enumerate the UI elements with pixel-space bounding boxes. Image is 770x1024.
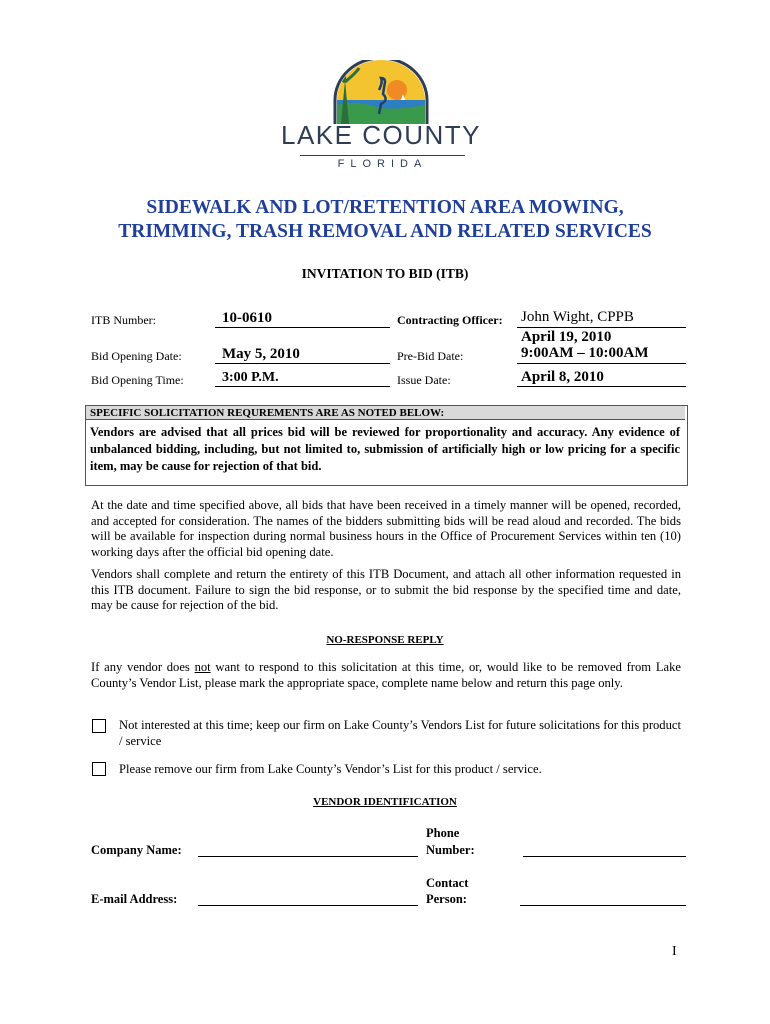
- bid-opening-time-label: Bid Opening Time:: [91, 373, 184, 387]
- contact-label-line-2: Person:: [426, 892, 467, 906]
- county-name: LAKE COUNTY: [281, 120, 481, 150]
- completion-paragraph: Vendors shall complete and return the entirety of this ITB Document, and attach all other information requested in this ITB document. Failure to sign the bid response, or to submit the bid response by the specified time and date, may be cause for rejection of the bid.: [91, 567, 681, 612]
- remove-firm-checkbox[interactable]: [92, 762, 106, 776]
- company-name-field[interactable]: [198, 856, 418, 857]
- email-address-field[interactable]: [198, 905, 418, 906]
- title-line-1: SIDEWALK AND LOT/RETENTION AREA MOWING,: [146, 197, 624, 218]
- document-title: [60, 196, 710, 244]
- pre-bid-date-line: [517, 363, 686, 364]
- contracting-officer-value: John Wight, CPPB: [521, 309, 634, 325]
- intro-not: not: [194, 660, 211, 674]
- vendor-identification-heading: VENDOR IDENTIFICATION: [313, 796, 457, 808]
- bid-opening-time-value: 3:00 P.M.: [222, 370, 279, 385]
- not-interested-label: Not interested at this time; keep our firm on Lake County’s Vendors List for future solicitations for this product / service: [119, 718, 681, 748]
- state-name: FLORIDA: [300, 155, 465, 170]
- contact-label-line-1: Contact: [426, 876, 469, 890]
- title-line-2: TRIMMING, TRASH REMOVAL AND RELATED SERVICES: [118, 221, 652, 242]
- page-number: I: [672, 944, 677, 959]
- phone-number-field[interactable]: [523, 856, 686, 857]
- phone-label-line-2: Number:: [426, 843, 475, 857]
- phone-label-line-1: Phone: [426, 826, 460, 840]
- bid-opening-date-line: [215, 363, 390, 364]
- itb-number-value: 10-0610: [222, 310, 272, 326]
- issue-date-label: Issue Date:: [397, 373, 451, 387]
- pre-bid-date-value: April 19, 2010: [521, 329, 612, 345]
- pre-bid-time-value: 9:00AM – 10:00AM: [521, 345, 649, 361]
- not-interested-checkbox[interactable]: [92, 719, 106, 733]
- contracting-officer-line: [517, 327, 686, 328]
- issue-date-line: [517, 386, 686, 387]
- company-name-label: Company Name:: [91, 843, 182, 857]
- itb-number-line: [215, 327, 390, 328]
- email-address-label: E-mail Address:: [91, 892, 178, 906]
- bid-opening-date-label: Bid Opening Date:: [91, 349, 182, 363]
- no-response-heading: NO-RESPONSE REPLY: [326, 634, 444, 646]
- intro-part-1: If any vendor does: [91, 660, 195, 674]
- document-subtitle: INVITATION TO BID (ITB): [301, 266, 469, 281]
- itb-number-label: ITB Number:: [91, 313, 156, 327]
- requirements-heading: SPECIFIC SOLICITATION REQUREMENTS ARE AS NOTED BELOW:: [86, 406, 685, 420]
- pre-bid-date-label: Pre-Bid Date:: [397, 349, 464, 363]
- no-response-intro: [91, 660, 681, 691]
- contracting-officer-label: Contracting Officer:: [397, 313, 503, 327]
- intro-part-2: want to respond to this solicitation at this time, or, would like to be removed from Lake County’s Vendor List, please mark the appropriate space, complete name below and return this page only.: [91, 660, 681, 690]
- bid-opening-time-line: [215, 386, 390, 387]
- contact-person-field[interactable]: [520, 905, 686, 906]
- bid-opening-paragraph: At the date and time specified above, all bids that have been received in a timely manner will be opened, recorded, and accepted for consideration. The names of the bidders submitting bids will be read aloud and recorded. The bids will be available for inspection during normal business hours in the Office of Procurement Services within ten (10) working days after the official bid opening date.: [91, 498, 681, 559]
- remove-firm-label: Please remove our firm from Lake County’s Vendor’s List for this product / service.: [119, 762, 542, 776]
- issue-date-value: April 8, 2010: [521, 369, 604, 385]
- bid-opening-date-value: May 5, 2010: [222, 346, 300, 362]
- lake-county-seal-logo: [333, 60, 429, 126]
- requirements-text: Vendors are advised that all prices bid will be reviewed for proportionality and accuracy. Any evidence of unbalanced bidding, including, but not limited to, submission of artificially high or low pricing for a specific item, may be cause for rejection of that bid.: [90, 425, 680, 473]
